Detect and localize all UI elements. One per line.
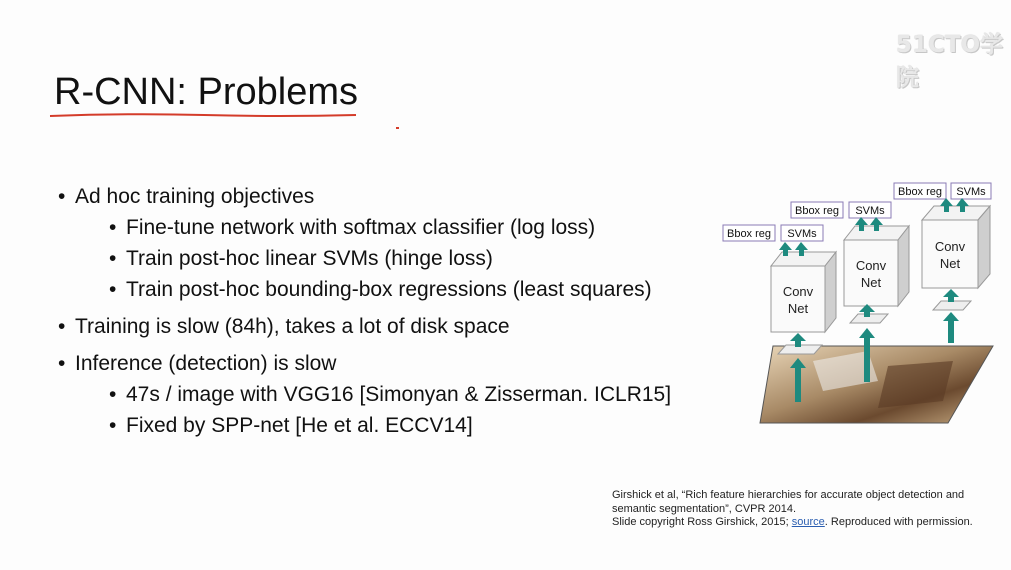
citation-line bbox=[612, 516, 973, 530]
sub-bullet-item: • Train post-hoc bounding-box regressions (least squares) bbox=[58, 274, 671, 305]
title-underline bbox=[48, 112, 360, 120]
conv-net-cube bbox=[844, 226, 909, 306]
citation-text: Slide copyright Ross Girshick, 2015; bbox=[612, 516, 792, 528]
conv-net-label-line1: Conv bbox=[855, 258, 887, 273]
conv-net-cube bbox=[771, 252, 836, 332]
svms-label: SVMs bbox=[855, 205, 885, 217]
bullet-item: • Inference (detection) is slow bbox=[58, 348, 671, 379]
citation-text: . Reproduced with permission. bbox=[824, 516, 973, 528]
citation bbox=[612, 489, 973, 530]
conv-net-label-line1: Conv bbox=[934, 239, 966, 254]
sub-bullet-item: • Fixed by SPP-net [He et al. ECCV14] bbox=[58, 410, 671, 441]
citation-line: Girshick et al, “Rich feature hierarchies for accurate object detection and bbox=[612, 489, 965, 501]
bbox-reg-label: Bbox reg bbox=[794, 205, 840, 217]
bullet-item: • Training is slow (84h), takes a lot of disk space bbox=[58, 311, 671, 342]
sub-bullet-item: • 47s / image with VGG16 [Simonyan & Zisserman. ICLR15] bbox=[58, 379, 671, 410]
conv-net-label-line2: Net bbox=[787, 301, 809, 316]
conv-net-label-line1: Conv bbox=[782, 284, 814, 299]
red-dot bbox=[396, 127, 399, 129]
citation-line: semantic segmentation”, CVPR 2014. bbox=[612, 502, 797, 515]
input-image bbox=[760, 346, 993, 423]
rcnn-diagram bbox=[718, 176, 1003, 428]
bbox-reg-label: Bbox reg bbox=[897, 186, 943, 198]
conv-net-cube bbox=[922, 206, 990, 288]
bullet-item: • Ad hoc training objectives bbox=[58, 181, 671, 212]
bullet-list bbox=[58, 181, 671, 441]
sub-bullet-item: • Fine-tune network with softmax classifier (log loss) bbox=[58, 212, 671, 243]
bbox-reg-label: Bbox reg bbox=[726, 228, 772, 240]
conv-net-label-line2: Net bbox=[939, 256, 961, 271]
slide-title: R-CNN: Problems bbox=[54, 71, 359, 113]
source-link[interactable]: source bbox=[791, 516, 825, 528]
svms-label: SVMs bbox=[787, 228, 817, 240]
svms-label: SVMs bbox=[956, 186, 986, 198]
region-crop bbox=[933, 301, 971, 310]
sub-bullet-item: • Train post-hoc linear SVMs (hinge loss) bbox=[58, 243, 671, 274]
watermark-logo: 51CTO学院 bbox=[896, 32, 1004, 91]
conv-net-label-line2: Net bbox=[860, 275, 882, 290]
